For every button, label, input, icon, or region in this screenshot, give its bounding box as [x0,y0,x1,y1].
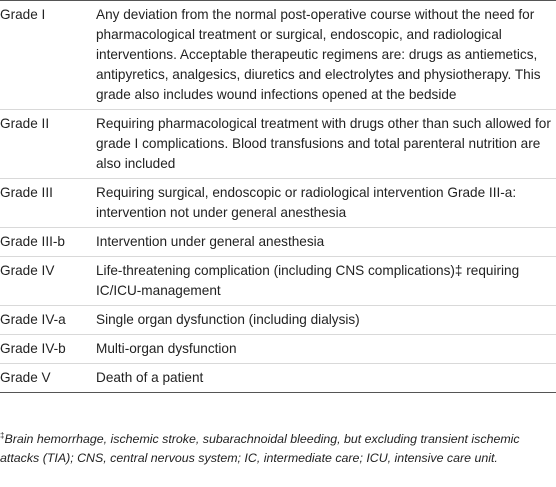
grade-label: Grade IV [0,257,96,306]
grade-label: Grade III-b [0,228,96,257]
grade-description: Single organ dysfunction (including dialysis) [96,306,556,335]
grade-description: Intervention under general anesthesia [96,228,556,257]
grade-description: Any deviation from the normal post-operative course without the need for pharmacological treatment or surgical, endoscopic, and radiological interventions. Acceptable therapeutic regimens are: drugs as antiemetics, antipyretics, analgesics, diuretics and electrolytes and physiotherapy. This grade also includes wound infections opened at the bedside [96,1,556,110]
table-row [0,228,556,257]
table-row [0,306,556,335]
table-row [0,335,556,364]
table-footnote [0,426,556,468]
grade-label: Grade IV-a [0,306,96,335]
footnote-text: Brain hemorrhage, ischemic stroke, subarachnoidal bleeding, but excluding transient ischemic attacks (TIA); CNS, central nervous system; IC, intermediate care; ICU, intensive care unit. [0,432,520,465]
grade-label: Grade I [0,1,96,110]
table-row [0,110,556,179]
grade-label: Grade III [0,179,96,228]
table-row [0,257,556,306]
grade-label: Grade II [0,110,96,179]
grade-label: Grade IV-b [0,335,96,364]
grade-description: Multi-organ dysfunction [96,335,556,364]
grade-description: Requiring surgical, endoscopic or radiological intervention Grade III-a: intervention not under general anesthesia [96,179,556,228]
grade-label: Grade V [0,364,96,393]
table-row [0,1,556,110]
grade-description: Life-threatening complication (including CNS complications)‡ requiring IC/ICU-management [96,257,556,306]
footnote-marker: ‡ [0,431,5,440]
table-row [0,179,556,228]
grade-description: Requiring pharmacological treatment with drugs other than such allowed for grade I complications. Blood transfusions and total parenteral nutrition are also included [96,110,556,179]
table-row [0,364,556,393]
grade-description: Death of a patient [96,364,556,393]
